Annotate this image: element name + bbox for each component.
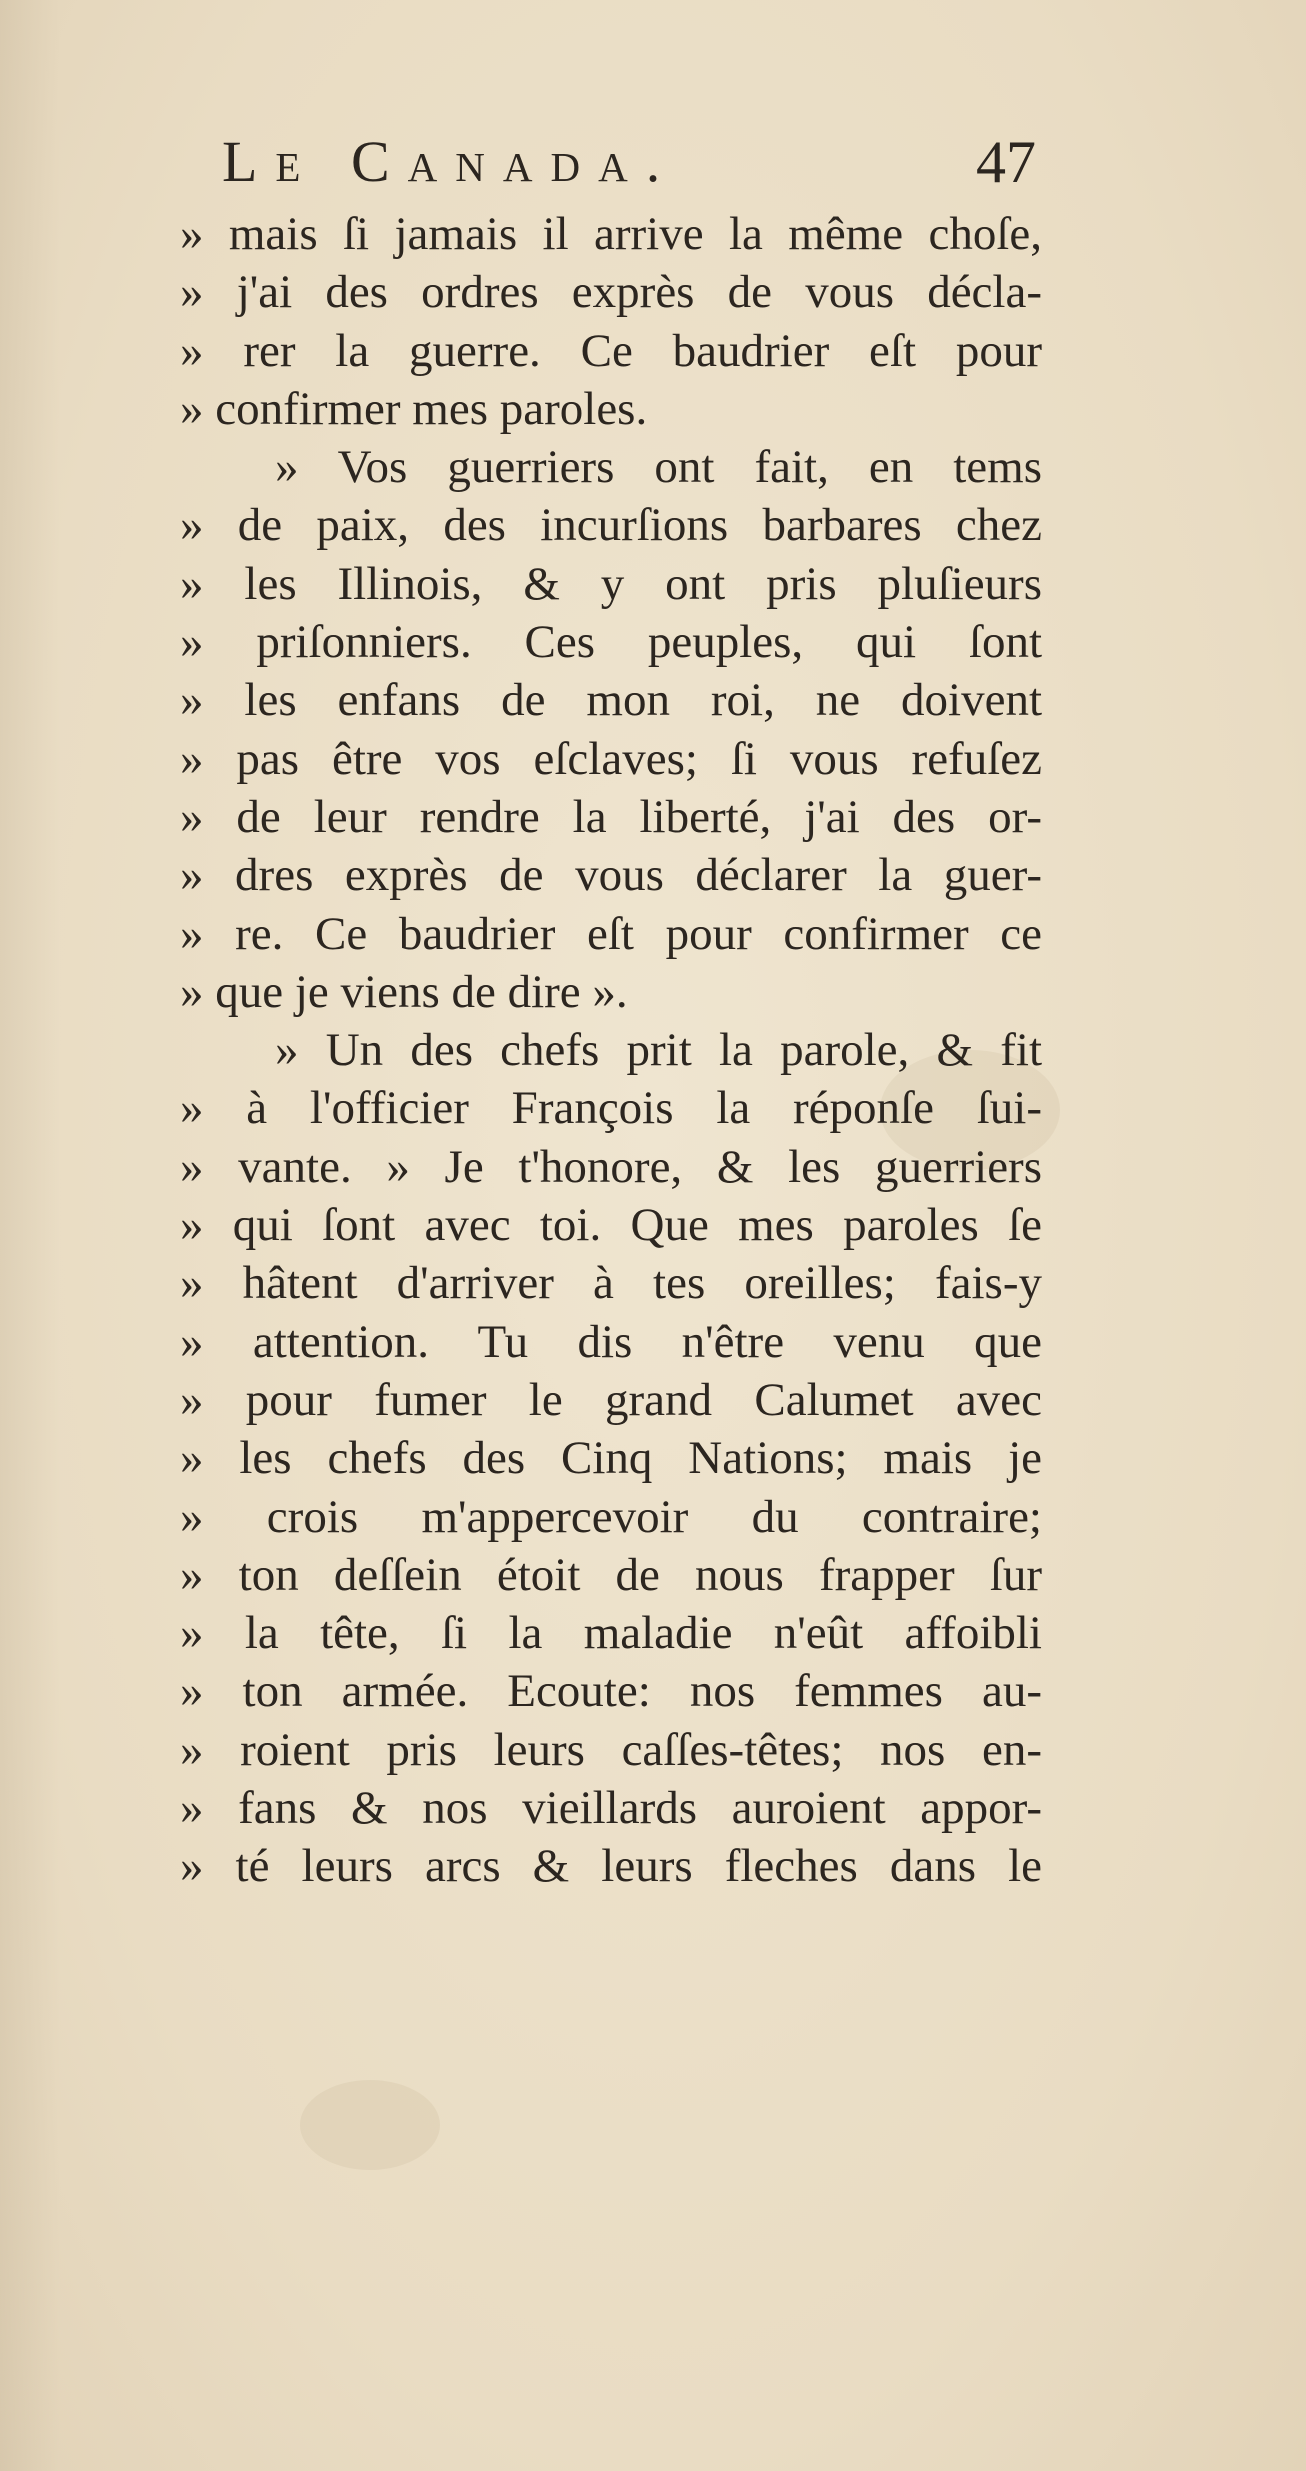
text-line: » les Illinois, & y ont pris pluſieurs [180,557,1042,610]
text-line: » dres exprès de vous déclarer la guer- [180,849,1042,902]
text-line: » priſonniers. Ces peuples, qui ſont [180,616,1042,669]
text-line: » roient pris leurs caſſes-têtes; nos en- [180,1723,1042,1776]
text-line: » té leurs arcs & leurs fleches dans le [180,1840,1042,1893]
text-line: » vante. » Je t'honore, & les guerriers [180,1140,1042,1193]
paper-stain [300,2080,440,2170]
text-line: » ton deſſein étoit de nous frapper ſur [180,1548,1042,1601]
page-header [222,128,1036,208]
text-line: » les enfans de mon roi, ne doivent [180,674,1042,727]
text-line: » confirmer mes paroles. [180,382,648,435]
body-text [180,205,1042,1896]
text-line: » les chefs des Cinq Nations; mais je [180,1432,1042,1485]
text-line: » qui ſont avec toi. Que mes paroles ſe [180,1199,1042,1252]
text-line: » ton armée. Ecoute: nos femmes au- [180,1665,1042,1718]
page-fold-shadow [0,0,60,2471]
text-line: » pas être vos eſclaves; ſi vous refuſez [180,732,1042,785]
text-line: » attention. Tu dis n'être venu que [180,1315,1042,1368]
text-line: » mais ſi jamais il arrive la même choſe, [180,208,1042,260]
text-line: » pour fumer le grand Calumet avec [180,1373,1042,1426]
text-line: » fans & nos vieillards auroient appor- [180,1782,1042,1835]
text-line: » à l'officier François la réponſe ſui- [180,1082,1042,1135]
text-line: » j'ai des ordres exprès de vous décla- [180,266,1042,319]
text-line: » Un des chefs prit la parole, & fit [275,1024,1042,1077]
text-line: » la tête, ſi la maladie n'eût affoibli [180,1607,1042,1660]
text-line: » de leur rendre la liberté, j'ai des or- [180,790,1042,843]
text-line: » rer la guerre. Ce baudrier eſt pour [180,324,1042,377]
text-line: » hâtent d'arriver à tes oreilles; fais-y [180,1257,1042,1310]
page-number: 47 [976,129,1036,195]
text-line: » Vos guerriers ont fait, en tems [275,441,1042,494]
text-line: » que je viens de dire ». [180,965,628,1018]
text-line: » re. Ce baudrier eſt pour confirmer ce [180,907,1042,960]
running-head: Le Canada. [222,129,679,194]
text-line: » crois m'appercevoir du contraire; [180,1490,1042,1543]
text-line: » de paix, des incurſions barbares chez [180,499,1042,552]
